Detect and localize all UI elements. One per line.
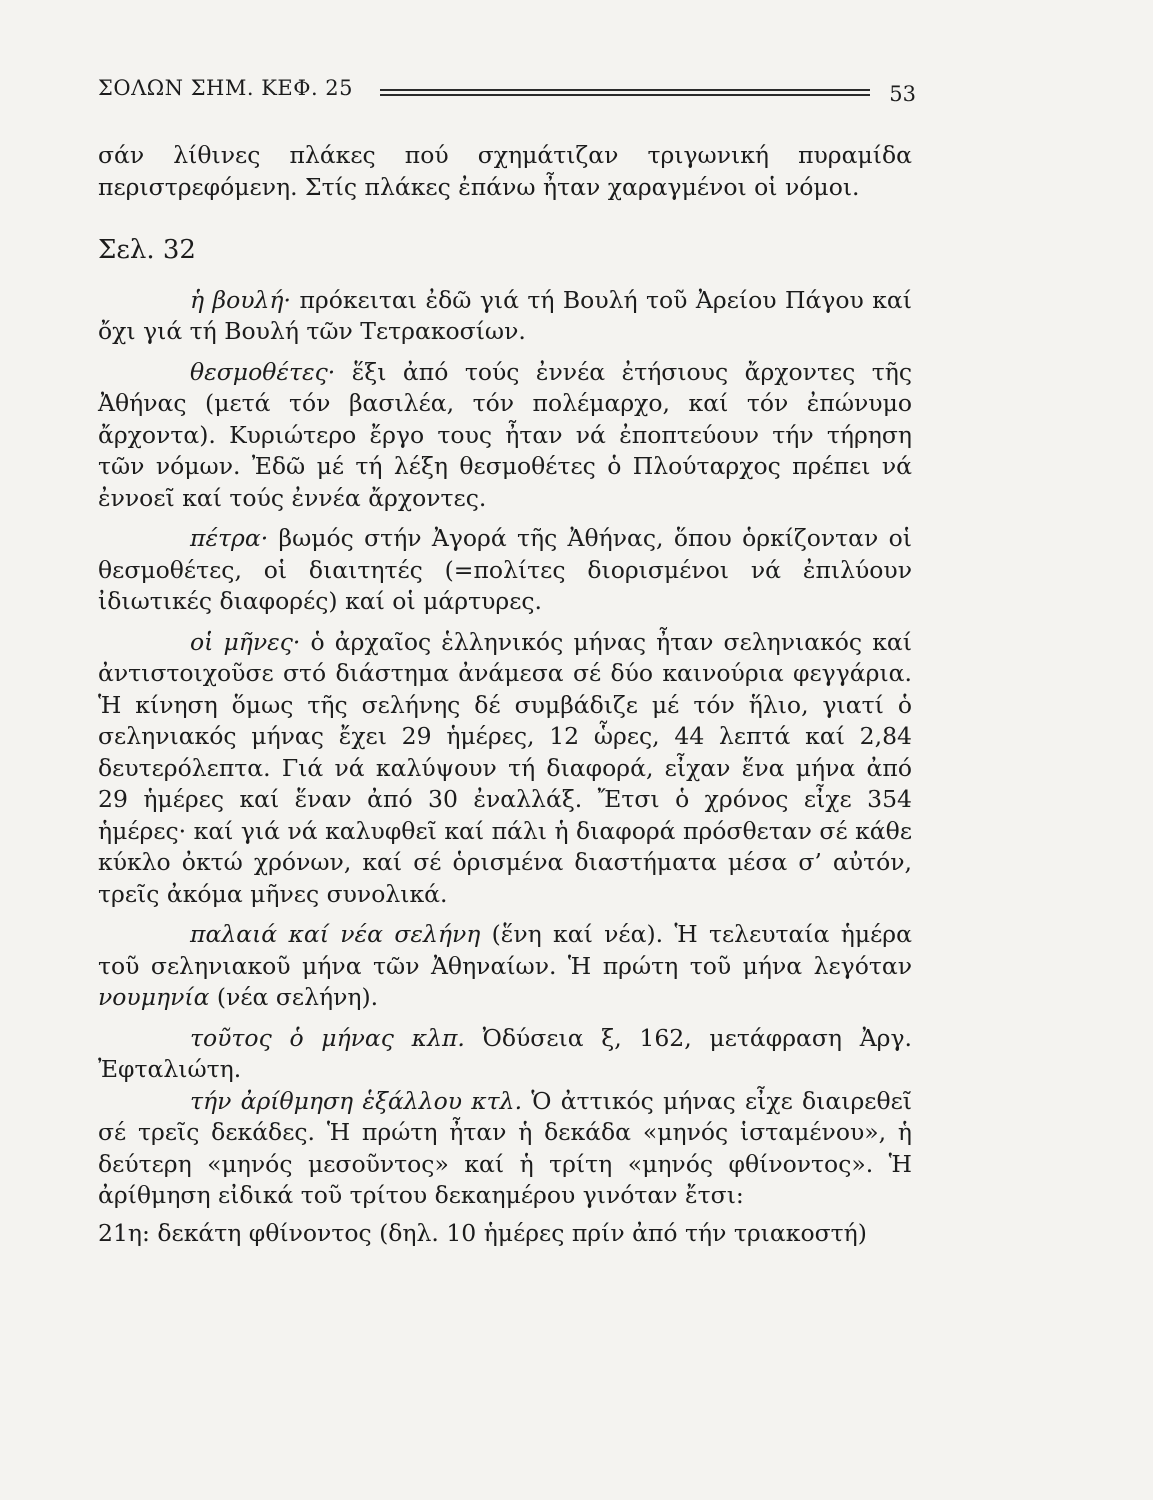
note-entry [98,627,912,911]
note-entry [98,1023,912,1086]
page-header [98,68,916,108]
note-text: Ὁ ἀττικός μήνας εἶχε διαιρεθεῖ σέ τρεῖς δεκάδες. Ἡ πρώτη ἦταν ἡ δεκάδα «μηνός ἱσταμένου», ἡ δεύτερη «μηνός μεσοῦντος» καί ἡ τρίτη «μηνός φθίνοντος». Ἡ ἀρίθμηση εἰδικά τοῦ τρίτου δεκαημέρου γινόταν ἔτσι: [98,1086,912,1209]
day-count-line: 21η: δεκάτη φθίνοντος (δηλ. 10 ἡμέρες πρίν ἀπό τήν τριακοστή) [98,1218,867,1247]
header-rule [380,94,870,96]
note-entry [98,285,912,348]
note-entry [98,1086,912,1212]
note-lemma: θεσμοθέτες· [190,357,336,386]
note-lemma: τήν ἀρίθμηση ἑξάλλου κτλ. [190,1086,523,1115]
note-lemma: οἱ μῆνες· [190,627,301,656]
note-lemma: ἡ βουλή· [190,285,291,314]
note-lemma: παλαιά καί νέα σελήνη [190,920,481,948]
note-entry [98,919,912,1014]
note-text: (νέα σελήνη). [209,983,379,1011]
note-italic-term: νουμηνία [98,983,210,1011]
note-text: πρόκειται ἐδῶ γιά τή Βουλή τοῦ Ἀρείου Πάγου καί ὄχι γιά τή Βουλή τῶν Τετρακοσίων. [98,285,913,345]
header-rule [380,89,870,91]
page-number: 53 [889,82,916,106]
note-text: (ἕνη καί νέα). Ἡ τελευταία ἡμέρα τοῦ σεληνιακοῦ μήνα τῶν Ἀθηναίων. Ἡ πρώτη τοῦ μήνα λεγόταν [98,920,912,980]
running-head: ΣΟΛΩΝ ΣΗΜ. ΚΕΦ. 25 [98,76,354,100]
note-lemma: τοῦτος ὁ μήνας κλπ. [190,1023,465,1052]
note-text: βωμός στήν Ἀγορά τῆς Ἀθήνας, ὅπου ὁρκίζονταν οἱ θεσμοθέτες, οἱ διαιτητές (=πολίτες διορισμένοι νά ἐπιλύουν ἰδιωτικές διαφορές) καί οἱ μάρτυρες. [98,524,912,615]
paragraph-continuation: σάν λίθινες πλάκες πού σχημάτιζαν τριγωνική πυραμίδα περιστρεφόμενη. Στίς πλάκες ἐπάνω ἦταν χαραγμένοι οἱ νόμοι. [98,141,912,201]
note-text: ἕξι ἀπό τούς ἐννέα ἐτήσιους ἄρχοντες τῆς Ἀθήνας (μετά τόν βασιλέα, τόν πολέμαρχο, καί τόν ἐπώνυμο ἄρχοντα). Κυριώτερο ἔργο τους ἦταν νά ἐποπτεύουν τήν τήρηση τῶν νόμων. Ἐδῶ μέ τή λέξη θεσμοθέτες ὁ Πλούταρχος πρέπει νά ἐννοεῖ καί τούς ἐννέα ἄρχοντες. [98,357,912,512]
note-text: ὁ ἀρχαῖος ἑλληνικός μήνας ἦταν σεληνιακός καί ἀντιστοιχοῦσε στό διάστημα ἀνάμεσα σέ δύο καινούρια φεγγάρια. Ἡ κίνηση ὅμως τῆς σελήνης δέ συμβάδιζε μέ τόν ἥλιο, γιατί ὁ σεληνιακός μήνας ἔχει 29 ἡμέρες, 12 ὧρες, 44 λεπτά καί 2,84 δευτερόλεπτα. Γιά νά καλύψουν τή διαφορά, εἶχαν ἕνα μήνα ἀπό 29 ἡμέρες καί ἕναν ἀπό 30 ἐναλλάξ. Ἔτσι ὁ χρόνος εἶχε 354 ἡμέρες· καί γιά νά καλυφθεῖ καί πάλι ἡ διαφορά πρόσθεταν σέ κάθε κύκλο ὀκτώ χρόνων, καί σέ ὁρισμένα διαστήματα μέσα σ’ αὐτόν, τρεῖς ἀκόμα μῆνες συνολικά. [98,627,913,908]
note-entry [98,357,912,515]
note-entry [98,523,912,618]
section-heading: Σελ. 32 [98,235,196,265]
note-lemma: πέτρα· [190,524,269,552]
note-text: Ὀδύσεια ξ, 162, μετάφραση Ἀργ. Ἐφταλιώτη. [98,1023,912,1083]
page-body [98,140,912,1249]
